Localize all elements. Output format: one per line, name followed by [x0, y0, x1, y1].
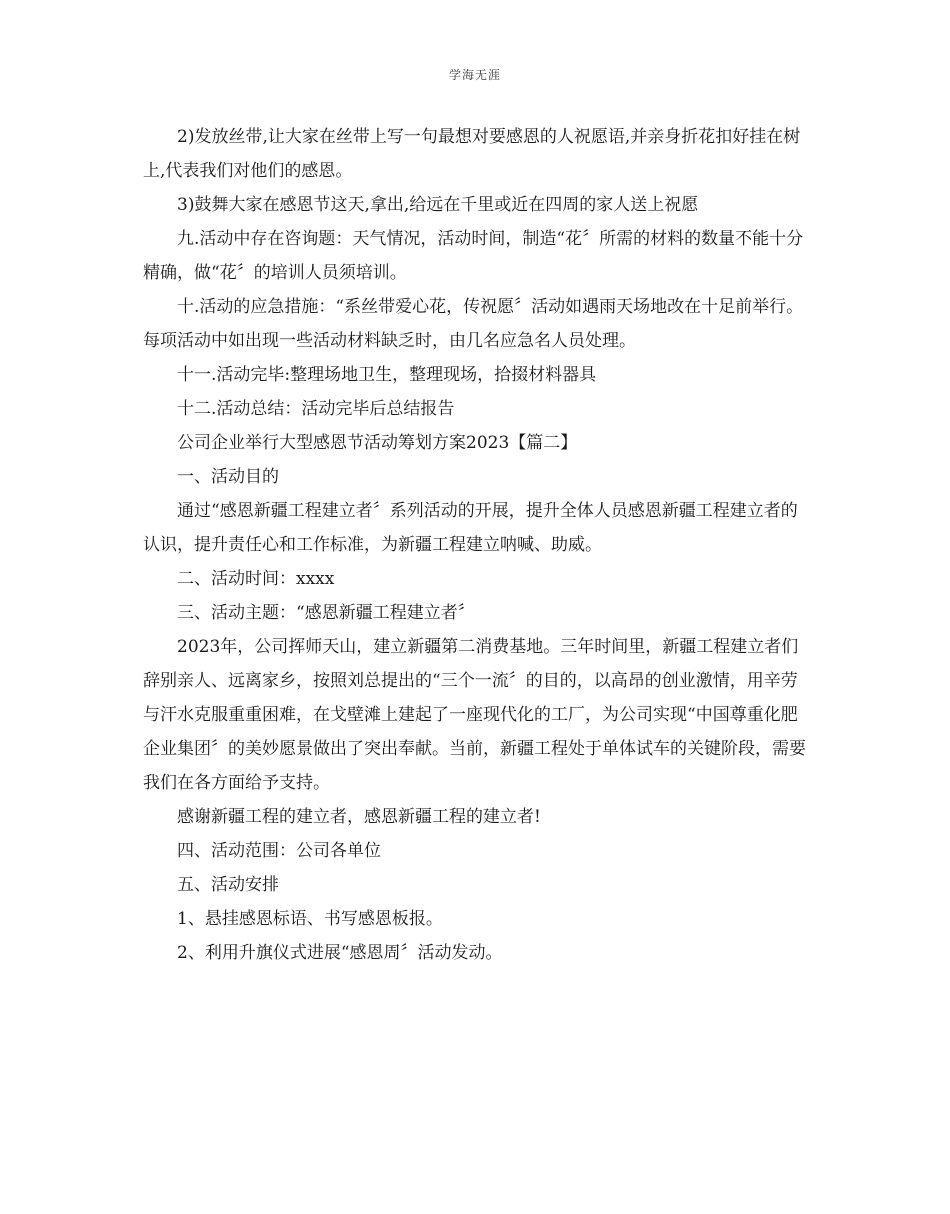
- heading: 五、活动安排: [177, 875, 279, 895]
- paragraph: 九.活动中存在咨询题：天气情况，活动时间，制造“花〞所需的材料的数量不能十分精确，做“花〞的培训人员须培训。: [143, 229, 804, 283]
- list-item: 2、利用升旗仪式进展“感恩周〞活动发动。: [177, 943, 503, 963]
- document-body: [143, 120, 807, 970]
- list-item: 1、悬挂感恩标语、书写感恩板报。: [177, 909, 443, 929]
- paragraph: 2023年，公司挥师天山，建立新疆第二消费基地。三年时间里，新疆工程建立者们辞别亲人、远离家乡，按照刘总提出的“三个一流〞的目的，以高昂的创业激情，用辛劳与汗水克服重重困难，在戈壁滩上建起了一座现代化的工厂，为公司实现“中国尊重化肥企业集团〞的美妙愿景做出了突出奉献。当前，新疆工程处于单体试车的关键阶段，需要我们在各方面给予支持。: [143, 637, 806, 793]
- paragraph: 十二.活动总结：活动完毕后总结报告: [177, 399, 455, 419]
- heading: 四、活动范围：公司各单位: [177, 841, 381, 861]
- paragraph: 通过“感恩新疆工程建立者〞系列活动的开展，提升全体人员感恩新疆工程建立者的认识，提升责任心和工作标准，为新疆工程建立呐喊、助威。: [143, 501, 798, 555]
- paragraph: 感谢新疆工程的建立者，感恩新疆工程的建立者!: [177, 807, 541, 827]
- page-header: 学海无涯: [448, 68, 501, 82]
- heading: 一、活动目的: [177, 467, 279, 487]
- heading: 二、活动时间：xxxx: [177, 569, 335, 589]
- paragraph: 十一.活动完毕:整理场地卫生，整理现场，拾掇材料器具: [177, 365, 597, 385]
- paragraph: 3)鼓舞大家在感恩节这天,拿出,给远在千里或近在四周的家人送上祝愿: [177, 195, 699, 215]
- section-title: 公司企业举行大型感恩节活动筹划方案2023【篇二】: [177, 433, 578, 453]
- heading: 三、活动主题：“感恩新疆工程建立者〞: [177, 603, 475, 623]
- paragraph: 2)发放丝带,让大家在丝带上写一句最想对要感恩的人祝愿语,并亲身折花扣好挂在树上,代表我们对他们的感恩。: [143, 127, 801, 181]
- paragraph: 十.活动的应急措施：“系丝带爱心花，传祝愿〞活动如遇雨天场地改在十足前举行。每项活动中如出现一些活动材料缺乏时，由几名应急名人员处理。: [143, 297, 804, 351]
